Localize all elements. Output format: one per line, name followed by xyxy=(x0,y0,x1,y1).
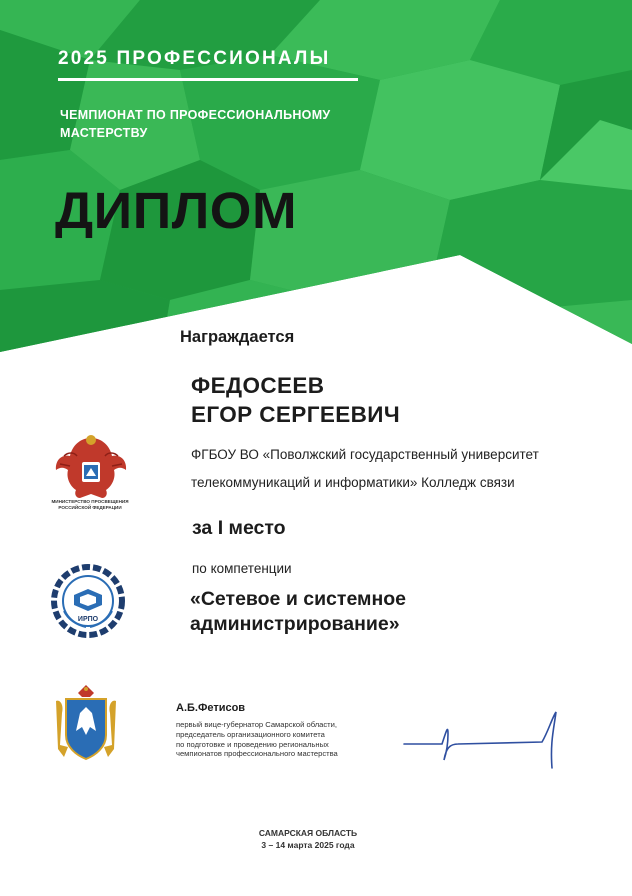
signatory-name: А.Б.Фетисов xyxy=(176,702,246,714)
recipient-given-names: ЕГОР СЕРГЕЕВИЧ xyxy=(191,402,401,427)
competence-title xyxy=(190,587,406,637)
ministry-caption xyxy=(44,499,136,510)
competence-line1: «Сетевое и системное xyxy=(190,588,406,610)
event-footer xyxy=(0,827,616,851)
handwritten-signature xyxy=(402,708,568,772)
signatory-position-line4: чемпионатов профессионального мастерства xyxy=(176,749,338,759)
competence-label: по компетенции xyxy=(192,561,292,576)
ministry-caption-line1: МИНИСТЕРСТВО ПРОСВЕЩЕНИЯ xyxy=(51,499,129,504)
championship-title xyxy=(60,106,390,142)
samara-coat-of-arms xyxy=(50,683,122,763)
irpo-label: ИРПО xyxy=(77,616,99,623)
signatory-position-line3: по подготовке и проведению региональных xyxy=(176,739,329,749)
organization-line1: ФГБОУ ВО «Поволжский государственный университет xyxy=(191,447,539,462)
irpo-emblem xyxy=(50,563,126,639)
recipient-surname: ФЕДОСЕЕВ xyxy=(191,373,325,398)
ministry-caption-line2: РОССИЙСКОЙ ФЕДЕРАЦИИ xyxy=(58,504,122,510)
championship-brand: 2025 ПРОФЕССИОНАЛЫ xyxy=(58,48,331,69)
signatory-position-line2: председатель организационного комитета xyxy=(176,729,325,739)
brand-underline xyxy=(58,78,358,81)
championship-title-line2: МАСТЕРСТВУ xyxy=(60,126,148,140)
footer-region: САМАРСКАЯ ОБЛАСТЬ xyxy=(258,828,358,838)
award-place: за I место xyxy=(192,517,286,539)
document-type-title: ДИПЛОМ xyxy=(55,182,298,239)
recipient-name xyxy=(191,371,400,429)
championship-title-line1: ЧЕМПИОНАТ ПО ПРОФЕССИОНАЛЬНОМУ xyxy=(60,108,331,122)
awarded-label: Награждается xyxy=(180,328,295,346)
signatory-position-line1: первый вице-губернатор Самарской области, xyxy=(176,720,338,729)
signatory-position xyxy=(176,720,396,759)
footer-dates: 3 – 14 марта 2025 года xyxy=(261,840,355,850)
competence-line2: администрирование» xyxy=(190,613,400,635)
recipient-organization xyxy=(191,441,601,497)
organization-line2: телекоммуникаций и информатики» Колледж связи xyxy=(191,475,515,490)
